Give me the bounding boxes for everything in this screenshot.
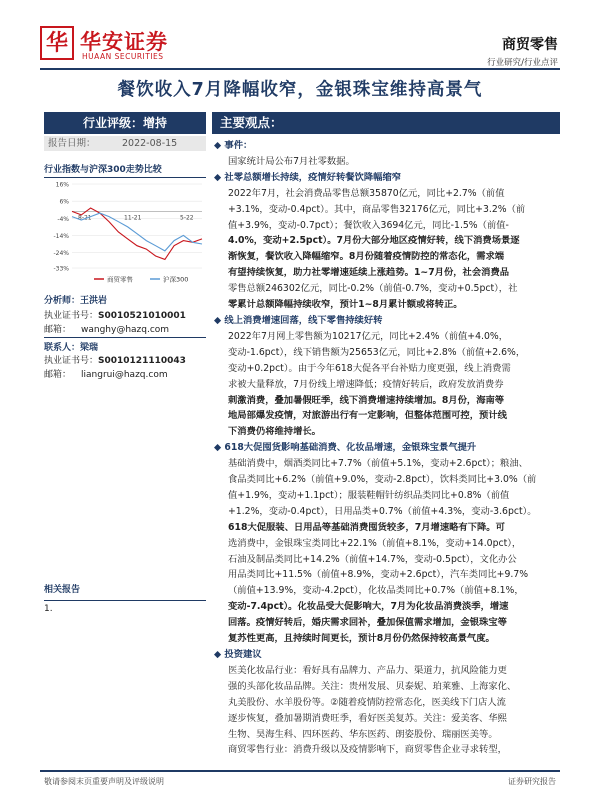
paragraph-line: 下消费仍将维持增长。 [228, 426, 321, 438]
y-tick-label: 16% [55, 181, 69, 189]
paragraph-line: +3.1%，变动-0.4pct）。其中，商品零售32176亿元，同比+3.2%（前 [228, 203, 526, 215]
paragraph-line: 值+1.9%，变动+1.1pct）；服装鞋帽针纺织品类同比+0.8%（前值 [228, 489, 510, 501]
contact-cert [44, 353, 186, 366]
paragraph-line: 2022年7月，社会消费品零售总额35870亿元，同比+2.7%（前值 [228, 187, 505, 199]
paragraph-line: 变动+0.2pct）。由于今年618大促各平台补贴力度更强，线上消费需 [228, 362, 511, 374]
paragraph-line: 2022年7月网上零售额为10217亿元，同比+2.4%（前值+4.0%， [228, 330, 509, 342]
paragraph-line: 零售总额246302亿元，同比-0.2%（前值-0.7%，变动+0.5pct），社 [228, 283, 518, 295]
paragraph-line: 回落。疫情好转后，婚庆需求回补，叠加保值需求增加，金银珠宝等 [228, 617, 507, 629]
related-divider [44, 600, 206, 601]
report-date-label: 报告日期： [48, 138, 96, 149]
paragraph-line: 强的头部化妆品品牌。关注：贵州发展、贝泰妮、珀莱雅、上海家化、 [228, 680, 517, 692]
paragraph-line: 商贸零售行业：消费升级以及疫情影响下，商贸零售企业寻求转型， [228, 744, 507, 756]
paragraph-line: 石油及制品类同比+14.2%（前值+14.7%，变动-0.5pct），文化办公 [228, 553, 517, 565]
y-tick-label: -14% [53, 232, 69, 240]
y-tick-labels [53, 182, 69, 273]
section-category-title: ◆ 618大促囤货影响基础消费、化妆品增速，金银珠宝景气提升 [214, 442, 477, 454]
paragraph-line: 医美化妆品行业：看好具有品牌力、产品力、渠道力，抗风险能力更 [228, 664, 507, 676]
paragraph-line: 求被大量释放，7月份线上增速降低；疫情好转后，政府发放消费券 [228, 378, 504, 390]
contact-email-label: 邮箱： [44, 370, 72, 380]
report-date-value: 2022-08-15 [122, 138, 178, 149]
header-divider [40, 68, 560, 70]
footer-label: 证券研究报告 [508, 777, 556, 786]
y-tick-label: -33% [53, 265, 69, 273]
paragraph-line: 4.0%，变动+2.5pct）。7月份大部分地区疫情好转，线下消费场景逐 [228, 235, 520, 247]
paragraph-line: 刺激消费，叠加暑假旺季，线下消费增速持续增加。8月份，海南等 [228, 394, 505, 406]
section-online-title: ◆ 线上消费增速回落，线下零售持续好转 [214, 314, 383, 326]
x-tick-label: 5-22 [180, 214, 194, 222]
x-tick-labels [78, 214, 194, 221]
legend-label: 商贸零售 [107, 275, 133, 284]
index-comparison-chart [44, 178, 206, 288]
section-advice-text [214, 663, 560, 758]
section-advice-title: ◆ 投资建议 [214, 649, 262, 660]
chart-grid [72, 184, 202, 268]
key-points-heading: 主要观点： [212, 112, 560, 134]
y-tick-label: 6% [59, 198, 69, 206]
x-tick-label: 11-21 [124, 214, 142, 222]
paragraph-line: 618大促服装、日用品等基础消费囤货较多，7月增速略有下降。可 [228, 521, 505, 533]
related-report-item[interactable]: 1. [44, 604, 53, 614]
paragraph-line: 值+3.9%，变动-0.7pct）；餐饮收入3694亿元，同比-1.5%（前值- [228, 219, 509, 231]
chart-legend [94, 275, 188, 284]
paragraph-line: 逐步恢复，叠加暑期消费旺季，看好医美复苏。关注：爱美客、华熙 [228, 712, 507, 724]
analyst-email-label: 邮箱： [44, 325, 72, 335]
paragraph-line: 有望持续恢复，助力社零增速延续上涨趋势。1~7月份，社会消费品 [228, 267, 510, 279]
contact-cert-label: 执业证书号： [44, 356, 99, 366]
analyst-cert-label: 执业证书号： [44, 311, 99, 321]
main-content [214, 138, 560, 758]
paragraph-line: 食品类同比+6.2%（前值+9.0%，变动-2.8pct），饮料类同比+3.0%（前 [228, 474, 537, 486]
report-date [44, 136, 206, 151]
chart-heading: 行业指数与沪深300走势比较 [44, 162, 206, 178]
paragraph-line: 丸美股份、水羊股份等。②随着疫情防控常态化，医美线下门店人流 [228, 696, 506, 708]
paragraph-line: 地局部爆发疫情，对旅游出行有一定影响，但整体范围可控，预计线 [228, 410, 507, 422]
company-logo-text: 华安证券 [80, 29, 168, 54]
contact-name: 联系人：梁瑞 [44, 337, 206, 355]
paragraph-line: （前值+13.9%，变动-4.2pct），化妆品类同比+0.7%（前值+8.1%， [228, 585, 524, 597]
footer-divider [40, 770, 560, 772]
company-logo-english: HUAAN SECURITIES [82, 52, 164, 61]
paragraph-line: +1.2%，变动-0.4pct），日用品类+0.7%（前值+4.3%，变动-3.6pct）。 [228, 505, 537, 517]
x-tick-label: 8-21 [78, 214, 92, 222]
industry-name: 商贸零售 [502, 37, 558, 53]
contact-cert-number: S0010121110043 [98, 356, 186, 366]
contact-email-address[interactable]: liangrui@hazq.com [81, 370, 168, 380]
analyst-cert-number: S0010521010001 [98, 311, 186, 321]
analyst-email-address[interactable]: wanghy@hazq.com [81, 325, 170, 335]
paragraph-line: 复苏性更高，且持续时间更长，预计8月份仍然保持较高景气度。 [228, 633, 495, 645]
paragraph-line: 选消费中，金银珠宝类同比+22.1%（前值+8.1%，变动+14.0pct）， [228, 537, 522, 549]
report-title: 餐饮收入7月降幅收窄，金银珠宝维持高景气 [117, 80, 483, 100]
section-retail-title: ◆ 社零总额增长持续，疫情好转餐饮降幅缩窄 [214, 171, 402, 183]
section-category-text [214, 456, 560, 647]
section-retail-text [214, 186, 560, 313]
report-type: 行业研究/行业点评 [487, 58, 558, 68]
y-tick-label: -24% [53, 250, 69, 258]
paragraph-line: 生物、昊海生科、四环医药、华东医药、朗姿股份、瑞丽医美等。 [228, 728, 498, 740]
section-online-text [214, 329, 560, 440]
section-event-title: ◆ 事件： [214, 140, 253, 151]
analyst-email [44, 322, 169, 335]
paragraph-line: 零累计总额降幅持续收窄，预计1~8月累计额或将转正。 [228, 299, 463, 311]
paragraph-line: 用品类同比+11.5%（前值+8.9%，变动+2.6pct），汽车类同比+9.7% [228, 569, 529, 581]
paragraph-line: 变动-7.4pct）。化妆品受大促影响大，7月为化妆品消费淡季，增速 [228, 601, 509, 613]
paragraph-line: 变动-1.6pct），线下销售额为25653亿元，同比+2.8%（前值+2.6%， [228, 346, 526, 358]
section-event-text: 国家统计局公布7月社零数据。 [228, 155, 355, 167]
analyst-cert [44, 308, 186, 321]
legend-label: 沪深300 [163, 275, 189, 284]
analyst-name: 分析师：王洪岩 [44, 296, 108, 306]
y-tick-label: -4% [57, 215, 69, 223]
paragraph-line: 渐恢复，餐饮收入降幅缩窄。8月份随着疫情防控的常态化，需求端 [228, 251, 505, 263]
related-reports-heading: 相关报告 [44, 585, 81, 595]
footer-disclaimer: 敬请参阅末页重要声明及评级说明 [44, 777, 164, 786]
contact-email [44, 367, 168, 380]
industry-rating: 行业评级：增持 [44, 112, 206, 134]
company-logo-mark: 华 [40, 26, 74, 60]
paragraph-line: 基础消费中，烟酒类同比+7.7%（前值+5.1%，变动+2.6pct）；粮油、 [228, 458, 528, 470]
